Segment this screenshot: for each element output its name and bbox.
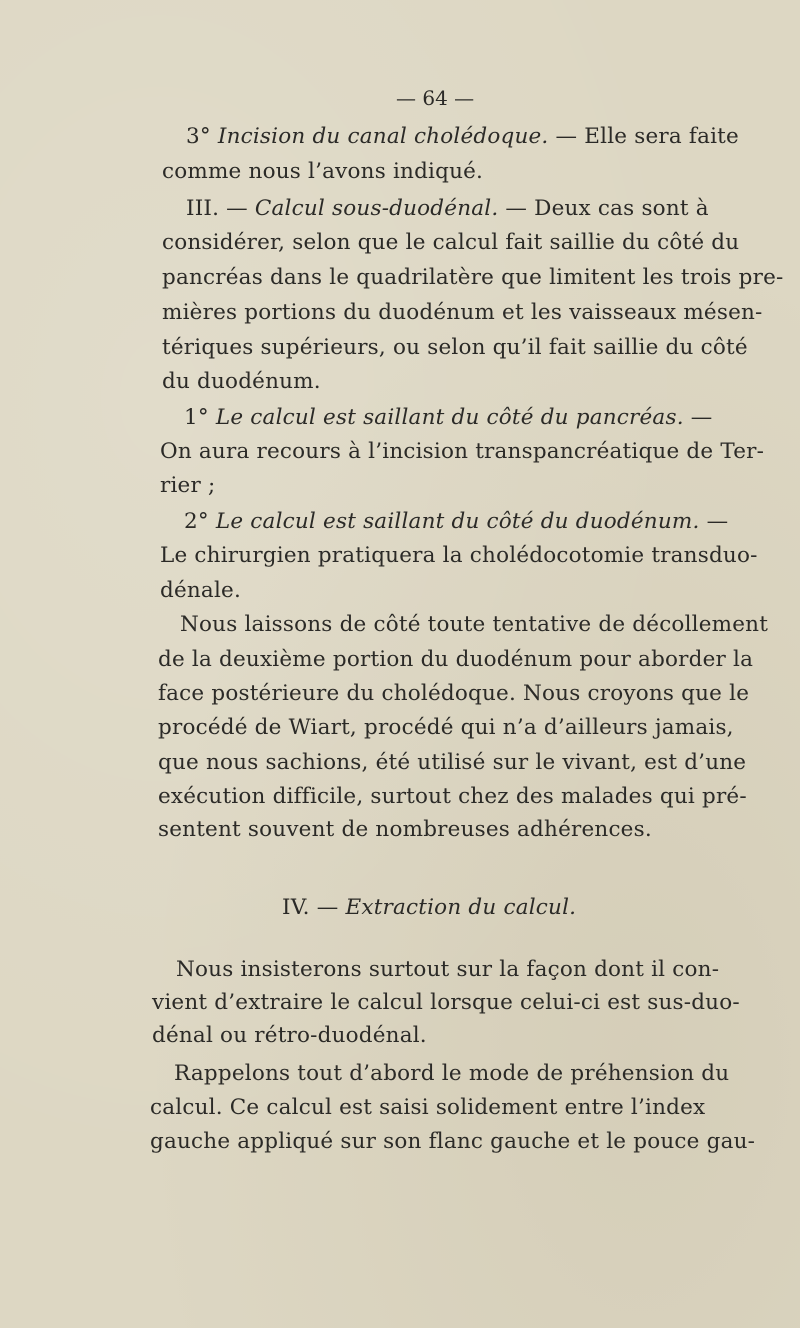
text-line: [158, 645, 753, 675]
text-line: [150, 1093, 705, 1123]
text-line: [162, 298, 763, 328]
text-plain: Le chirurgien pratiquera la cholédocotomie transduo-: [160, 543, 758, 568]
section-heading: [282, 893, 576, 923]
text-line: [160, 576, 241, 606]
text-line: [184, 403, 712, 433]
text-line: [158, 782, 747, 812]
text-line: [162, 228, 739, 258]
text-plain: Nous laissons de côté toute tentative de décollement: [180, 612, 769, 637]
text-line: [186, 194, 709, 224]
text-plain: — Deux cas sont à: [498, 196, 709, 221]
text-line: [162, 157, 483, 187]
text-plain: calcul. Ce calcul est saisi solidement entre l’index: [150, 1095, 706, 1120]
text-plain: Nous insisterons surtout sur la façon dont il con-: [176, 957, 720, 982]
text-line: [162, 263, 784, 293]
text-plain: rier ;: [160, 473, 216, 498]
text-plain: dénal ou rétro-duodénal.: [152, 1023, 427, 1048]
text-line: [158, 748, 746, 778]
text-plain: 2°: [184, 509, 216, 534]
text-italic: Le calcul est saillant du côté du duodénum.: [215, 509, 700, 534]
text-plain: tériques supérieurs, ou selon qu’il fait saillie du côté: [162, 335, 748, 360]
text-line: [158, 679, 749, 709]
text-plain: que nous sachions, été utilisé sur le vivant, est d’une: [158, 750, 747, 775]
text-line: [160, 437, 764, 467]
text-plain: IV. —: [282, 895, 346, 920]
text-plain: —: [683, 405, 713, 430]
text-line: [176, 955, 719, 985]
text-plain: — Elle sera faite: [548, 124, 739, 149]
text-line: [186, 122, 739, 152]
text-plain: dénale.: [160, 578, 241, 603]
text-plain: du duodénum.: [162, 369, 321, 394]
text-plain: mières portions du duodénum et les vaisseaux mésen-: [162, 300, 763, 325]
text-line: [174, 1059, 729, 1089]
text-plain: comme nous l’avons indiqué.: [162, 159, 484, 184]
text-line: [162, 367, 321, 397]
text-plain: Rappelons tout d’abord le mode de préhension du: [174, 1061, 730, 1086]
text-plain: procédé de Wiart, procédé qui n’a d’ailleurs jamais,: [158, 715, 734, 740]
text-plain: de la deuxième portion du duodénum pour aborder la: [158, 647, 754, 672]
text-plain: exécution difficile, surtout chez des malades qui pré-: [158, 784, 747, 809]
text-line: [180, 610, 768, 640]
text-line: [150, 1127, 755, 1157]
text-line: [158, 713, 734, 743]
text-plain: vient d’extraire le calcul lorsque celui-ci est sus-duo-: [152, 990, 740, 1015]
text-plain: On aura recours à l’incision transpancréatique de Ter-: [160, 439, 765, 464]
text-line: [158, 815, 652, 845]
text-plain: 3°: [186, 124, 218, 149]
text-line: [184, 507, 728, 537]
text-italic: Incision du canal cholédoque.: [217, 124, 549, 149]
text-line: [152, 1021, 427, 1051]
text-plain: pancréas dans le quadrilatère que limitent les trois pre-: [162, 265, 784, 290]
text-plain: considérer, selon que le calcul fait saillie du côté du: [162, 230, 740, 255]
text-line: [160, 541, 758, 571]
text-plain: 1°: [184, 405, 216, 430]
text-italic: Extraction du calcul.: [345, 895, 577, 920]
text-plain: sentent souvent de nombreuses adhérences.: [158, 817, 652, 842]
text-plain: III. —: [186, 196, 255, 221]
text-italic: Le calcul est saillant du côté du pancréas.: [215, 405, 684, 430]
text-italic: Calcul sous-duodénal.: [254, 196, 499, 221]
text-line: [162, 333, 748, 363]
text-line: [160, 471, 215, 501]
text-line: [152, 988, 740, 1018]
text-plain: face postérieure du cholédoque. Nous croyons que le: [158, 681, 750, 706]
text-plain: —: [699, 509, 729, 534]
text-plain: gauche appliqué sur son flanc gauche et le pouce gau-: [150, 1129, 756, 1154]
page-number: — 64 —: [396, 86, 475, 110]
